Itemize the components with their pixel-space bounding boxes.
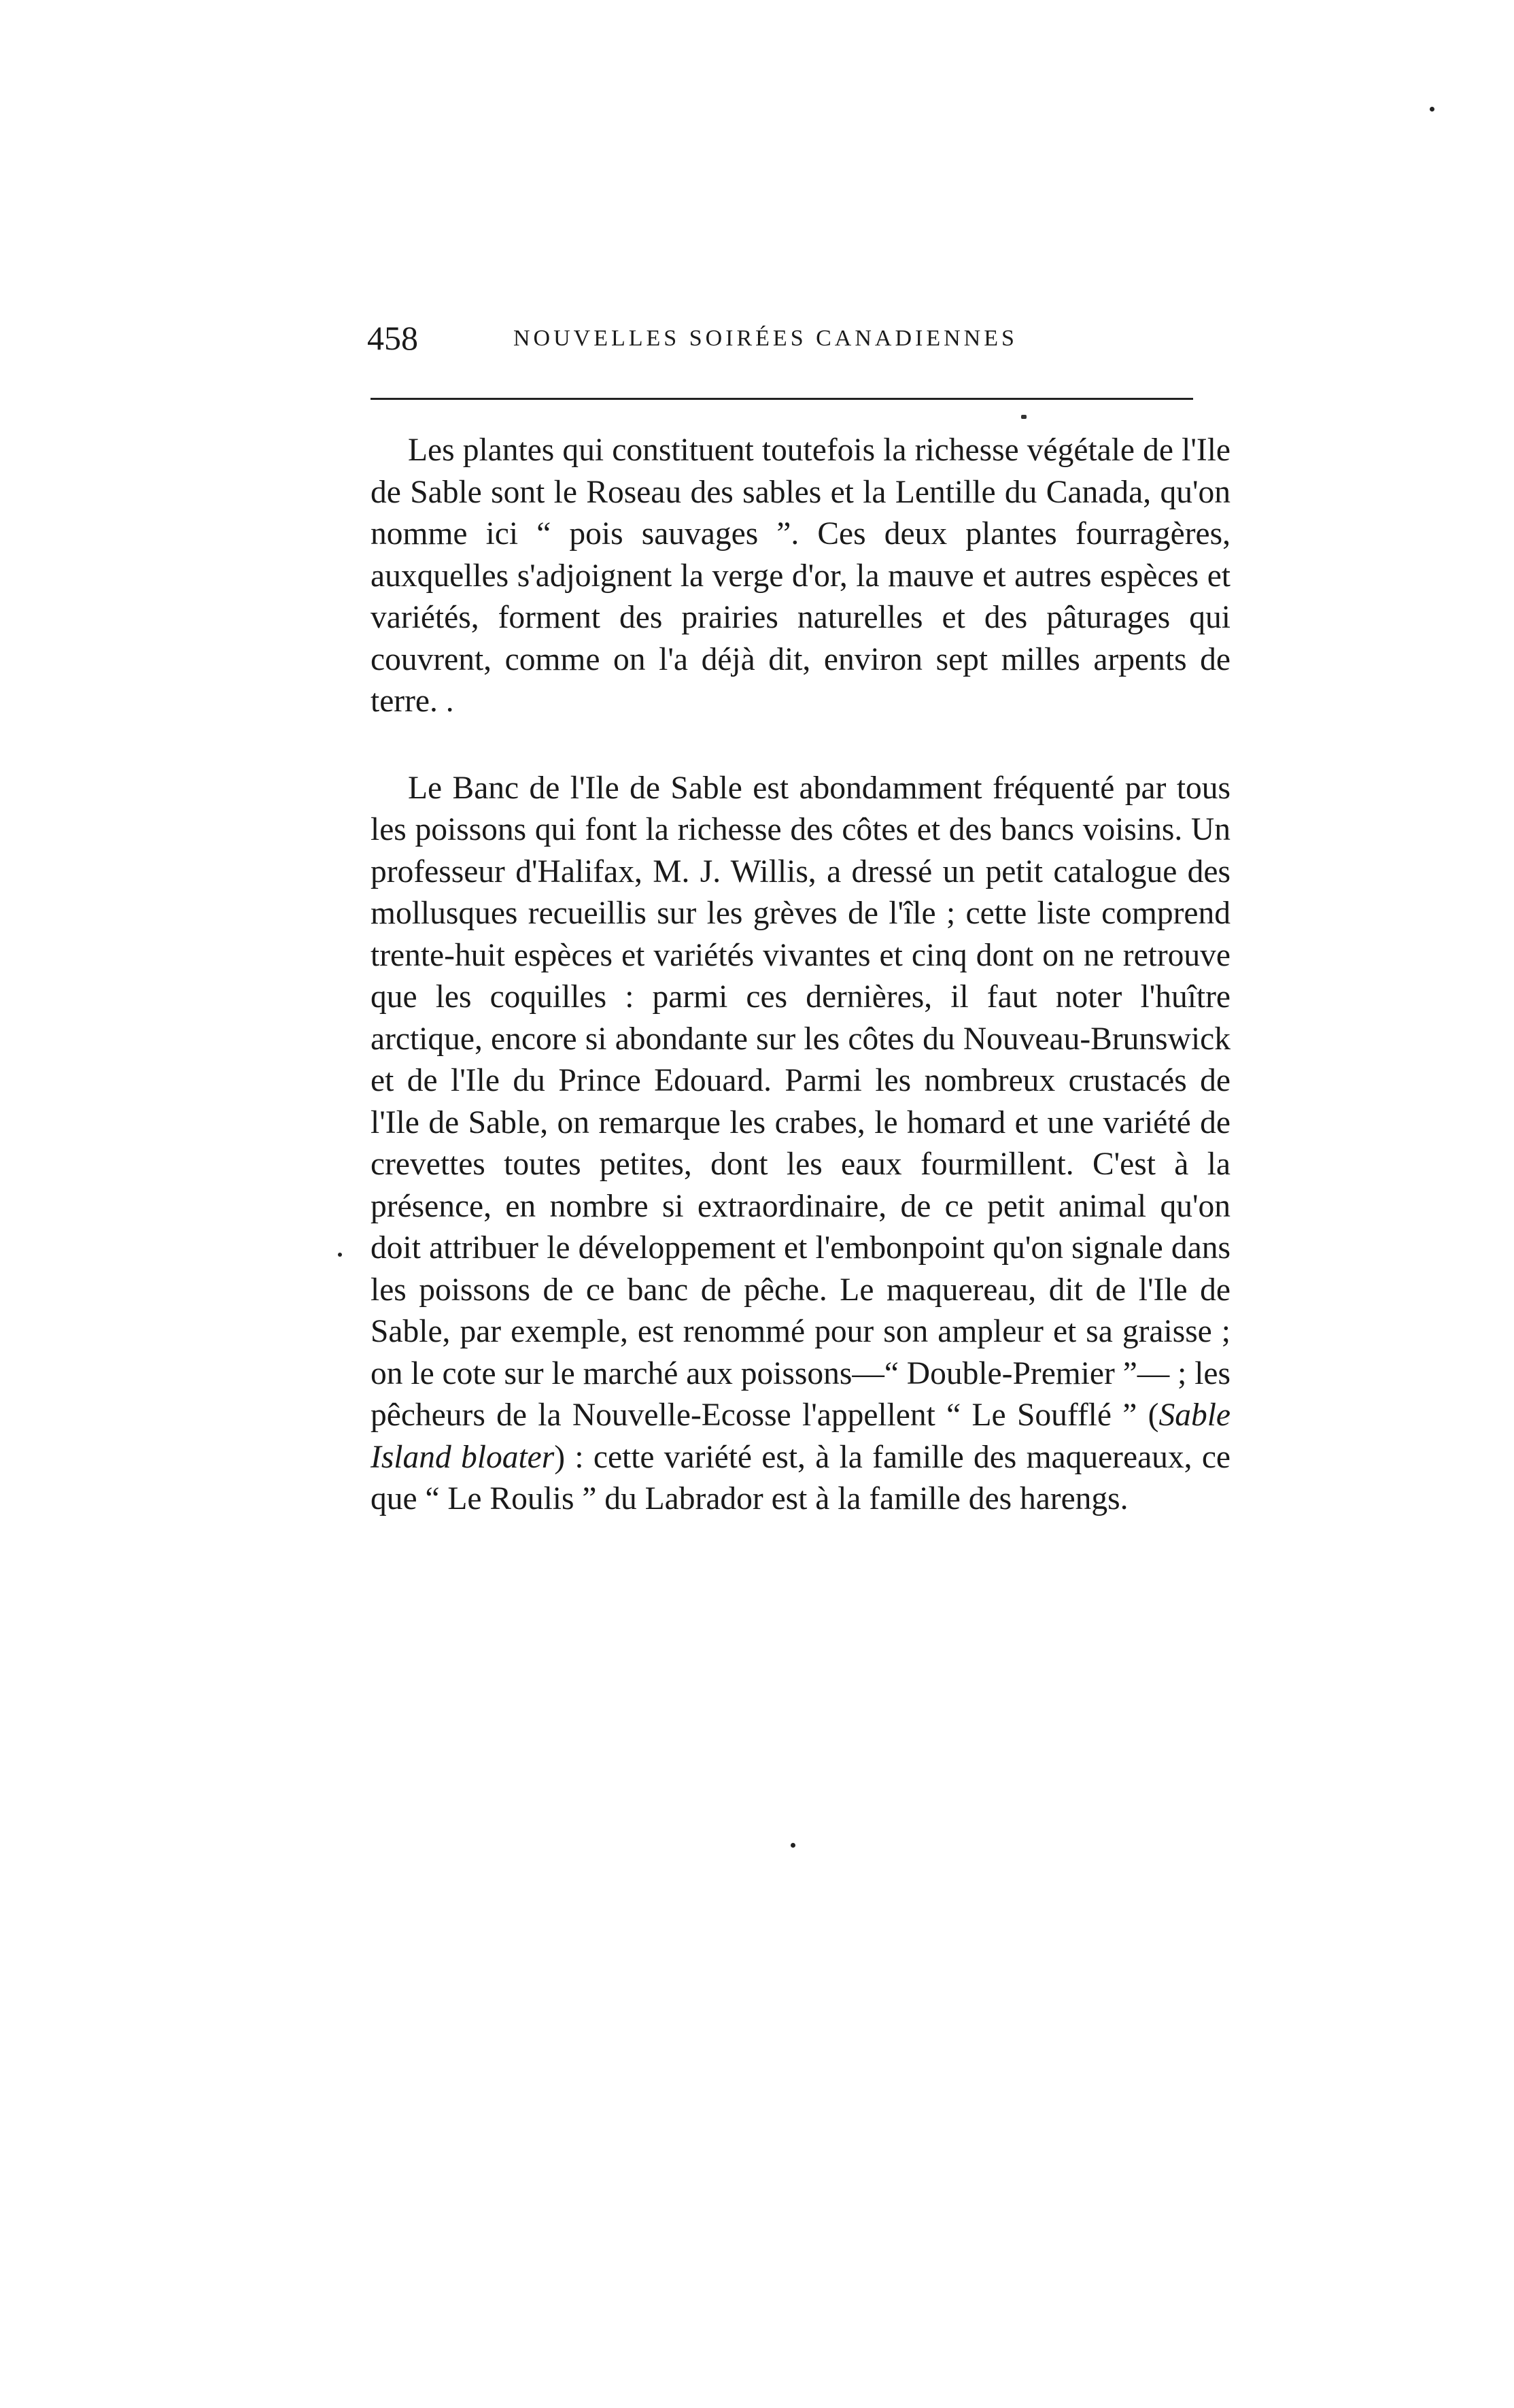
paragraph-plants-text: Les plantes qui constituent toutefois la richesse végétale de l'Ile de Sable sont le Roseau des sables et la Lentille du Canada, qu'on nomme ici “ pois sauvages ”. Ces deux plantes fourragères, auxquelles s'adjoignent la verge d'or, la mauve et autres espèces et variétés, forment des prairies naturelles et des pâturages qui couvrent, comme on l'a déjà dit, environ sept milles arpents de terre. . xyxy=(371,433,1231,719)
body-text xyxy=(371,430,1231,1521)
running-head xyxy=(367,314,1061,362)
rule-ink-mark xyxy=(1021,415,1027,419)
paragraph-plants xyxy=(371,430,1231,723)
paragraph-sable-bank-text-end: ) : cette variété est, à la famille des maquereaux, ce que “ Le Roulis ” du Labrador est à la famille des harengs. xyxy=(371,1439,1231,1516)
header-rule xyxy=(371,398,1193,400)
paragraph-sable-bank xyxy=(371,768,1231,1521)
running-title: NOUVELLES SOIRÉES CANADIENNES xyxy=(513,326,1018,351)
margin-ink-mark xyxy=(338,1253,342,1257)
italic-term: Sable Island bloater xyxy=(371,1397,1231,1475)
stray-ink-mark xyxy=(1430,107,1434,112)
page-number: 458 xyxy=(367,319,418,357)
bottom-ink-mark xyxy=(791,1843,795,1848)
paragraph-sable-bank-text: Le Banc de l'Ile de Sable est abondamment fréquenté par tous les poissons qui font la richesse des côtes et des bancs voisins. Un professeur d'Halifax, M. J. Willis, a dressé un petit catalogue des mollusques recueillis sur les grèves de l'île ; cette liste comprend trente-huit espèces et variétés vivantes et cinq dont on ne retrouve que les coquilles : parmi ces dernières, il faut noter l'huître arctique, encore si abondante sur les côtes du Nouveau-Brunswick et de l'Ile du Prince Edouard. Parmi les nombreux crustacés de l'Ile de Sable, on remarque les crabes, le homard et une variété de crevettes toutes petites, dont les eaux fourmillent. C'est à la présence, en nombre si extraordinaire, de ce petit animal qu'on doit attribuer le développement et l'embonpoint qu'on signale dans les poissons de ce banc de pêche. Le maquereau, dit de l'Ile de Sable, par exemple, est renommé pour son ampleur et sa graisse ; on le cote sur le marché aux poissons—“ Double-Premier ”— ; les pêcheurs de la Nouvelle-Ecosse l'appellent “ Le Soufflé ” ( xyxy=(371,770,1231,1433)
